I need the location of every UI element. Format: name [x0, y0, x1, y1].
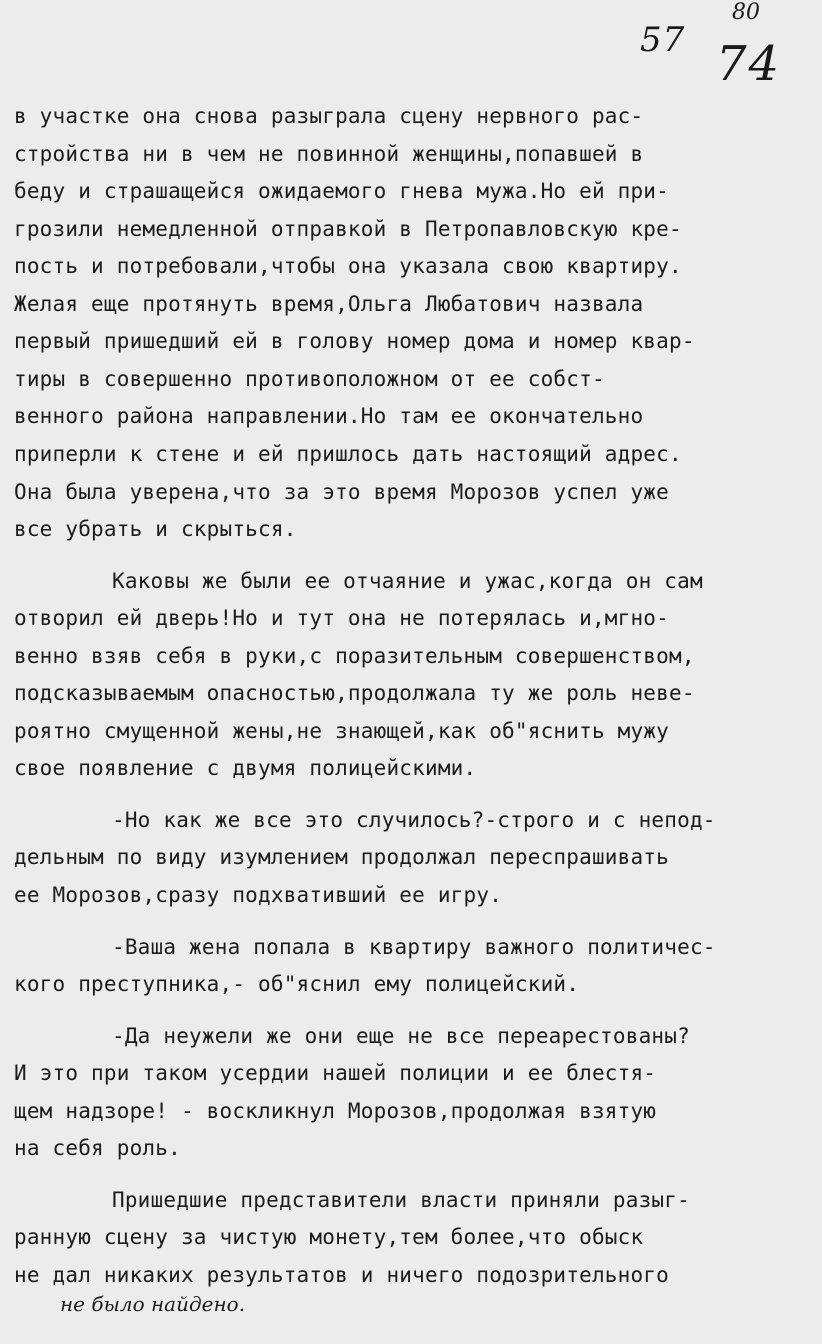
text-line: И это при таком усердии нашей полиции и ее блестя- — [14, 1061, 657, 1085]
text-line: не дал никаких результатов и ничего подозрительного — [14, 1263, 669, 1287]
page-number-superscript: 80 — [732, 0, 760, 25]
handwritten-note: не было найдено. — [60, 1292, 246, 1316]
text-line: пость и потребовали,чтобы она указала свою квартиру. — [14, 254, 682, 278]
text-line: -Но как же все это случилось?-строго и с непод- — [112, 808, 716, 832]
text-line: грозили немедленной отправкой в Петропавловскую кре- — [14, 217, 682, 241]
text-line: кого преступника,- об"яснил ему полицейский. — [14, 972, 580, 996]
text-line: на себя роль. — [14, 1136, 181, 1160]
text-line: беду и страшащейся ожидаемого гнева мужа.Но ей при- — [14, 179, 669, 203]
page-number-stamp — [640, 0, 800, 94]
text-line: в участке она снова разыграла сцену нервного рас- — [14, 104, 644, 128]
text-line: щем надзоре! - воскликнул Морозов,продолжая взятую — [14, 1099, 657, 1123]
text-line: роятно смущенной жены,не знающей,как об"яснить мужу — [14, 719, 669, 743]
text-line: стройства ни в чем не повинной женщины,попавшей в — [14, 142, 644, 166]
text-line: приперли к стене и ей пришлось дать настоящий адрес. — [14, 442, 682, 466]
text-line: Желая еще протянуть время,Ольга Любатович назвала — [14, 292, 644, 316]
text-line: ее Морозов,сразу подхвативший ее игру. — [14, 883, 503, 907]
new-page-number: 74 — [716, 36, 782, 92]
text-line: Она была уверена,что за это время Морозов успел уже — [14, 480, 669, 504]
text-line: отворил ей дверь!Но и тут она не потерялась и,мгно- — [14, 606, 669, 630]
text-line: -Ваша жена попала в квартиру важного политичес- — [112, 935, 716, 959]
text-line: подсказываемым опасностью,продолжала ту же роль неве- — [14, 681, 695, 705]
text-line: венно взяв себя в руки,с поразительным совершенством, — [14, 644, 695, 668]
text-line: все убрать и скрыться. — [14, 517, 297, 541]
text-line: Пришедшие представители власти приняли разыг- — [112, 1188, 690, 1212]
text-line: первый пришедший ей в голову номер дома и номер квар- — [14, 329, 695, 353]
text-line: свое появление с двумя полицейскими. — [14, 756, 477, 780]
text-line: ранную сцену за чистую монету,тем более,что обыск — [14, 1225, 644, 1249]
text-line: тиры в совершенно противоположном от ее собст- — [14, 367, 605, 391]
text-line: Каковы же были ее отчаяние и ужас,когда он сам — [112, 569, 703, 593]
text-line: -Да неужели же они еще не все переарестованы? — [112, 1024, 690, 1048]
text-line: венного района направлении.Но там ее окончательно — [14, 404, 644, 428]
old-page-number: 57 — [640, 20, 686, 60]
text-line: дельным по виду изумлением продолжал переспрашивать — [14, 845, 669, 869]
